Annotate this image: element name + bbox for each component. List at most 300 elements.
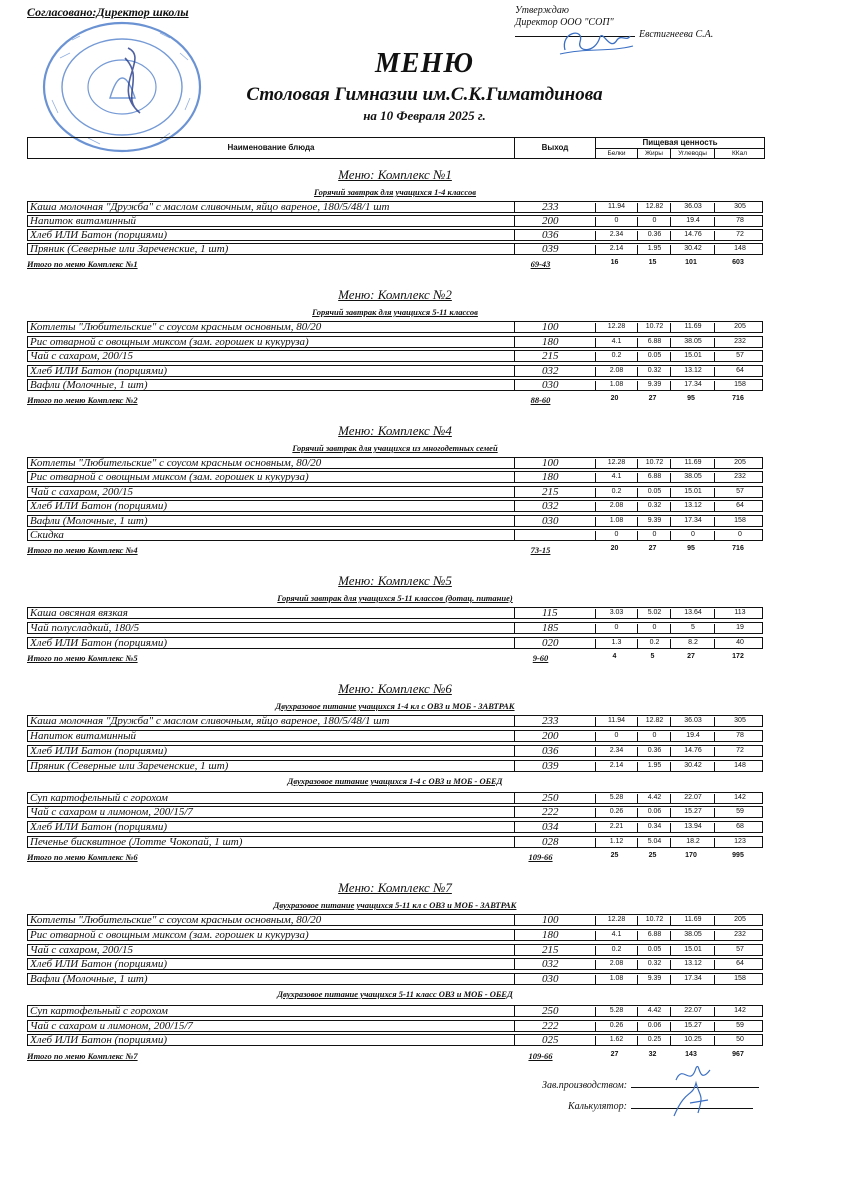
dish-name: Чай с сахаром и лимоном, 200/15/7 <box>30 806 193 818</box>
dish-output: 032 <box>514 365 594 377</box>
table-row <box>27 365 763 377</box>
dish-kcal: 57 <box>714 946 765 956</box>
dish-carbs: 13.12 <box>670 960 715 970</box>
dish-kcal: 57 <box>714 488 765 498</box>
dish-name: Каша молочная "Дружба" с маслом сливочным, яйцо вареное, 180/5/48/1 шт <box>30 715 390 727</box>
section-title: Меню: Комплекс №1 <box>338 167 452 182</box>
dish-proteins: 0.2 <box>595 352 637 362</box>
table-row <box>27 958 763 970</box>
total-proteins: 25 <box>610 852 619 859</box>
dish-name: Чай с сахаром и лимоном, 200/15/7 <box>30 1020 193 1032</box>
dish-name: Хлеб ИЛИ Батон (порциями) <box>30 1034 167 1046</box>
dish-carbs: 13.12 <box>670 502 715 512</box>
dish-carbs: 15.01 <box>670 946 715 956</box>
dish-fats: 9.39 <box>637 517 671 527</box>
table-row <box>27 350 763 362</box>
dish-kcal: 0 <box>714 531 765 541</box>
dish-carbs: 18.2 <box>670 838 715 848</box>
dish-fats: 0.36 <box>637 747 671 757</box>
dish-carbs: 0 <box>670 531 715 541</box>
section-title: Меню: Комплекс №6 <box>338 681 452 696</box>
dish-fats: 0.32 <box>637 367 671 377</box>
approval-line-1: Утверждаю <box>515 5 569 16</box>
total-proteins: 16 <box>610 259 619 266</box>
dish-name: Рис отварной с овощным миксом (зам. горошек и кукуруза) <box>30 336 309 348</box>
total-label: Итого по меню Комплекс №5 <box>27 653 138 663</box>
dish-carbs: 10.25 <box>670 1036 715 1046</box>
dish-fats: 0.05 <box>637 352 671 362</box>
dish-kcal: 59 <box>714 1022 765 1032</box>
dish-output: 025 <box>514 1034 594 1046</box>
table-row <box>27 201 763 213</box>
dish-carbs: 17.34 <box>670 975 715 985</box>
dish-carbs: 13.12 <box>670 367 715 377</box>
dish-kcal: 305 <box>714 203 765 213</box>
total-price: 109-66 <box>528 1051 553 1061</box>
total-fats: 27 <box>648 395 657 402</box>
table-row <box>27 929 763 941</box>
dish-proteins: 12.28 <box>595 916 637 926</box>
dish-proteins: 0 <box>595 624 637 634</box>
dish-proteins: 2.21 <box>595 823 637 833</box>
table-row <box>27 1034 763 1046</box>
dish-proteins: 4.1 <box>595 473 637 483</box>
calculator-line <box>568 1101 753 1112</box>
total-kcal: 995 <box>732 852 744 859</box>
table-row <box>27 944 763 956</box>
table-row <box>27 243 763 255</box>
staff-signatures-icon <box>668 1058 718 1118</box>
dish-proteins: 5.28 <box>595 794 637 804</box>
group-subtitle: Двухразовое питание учащихся 1-4 с ОВЗ и МОБ - ОБЕД <box>287 776 503 786</box>
table-row <box>27 486 763 498</box>
dish-name: Хлеб ИЛИ Батон (порциями) <box>30 821 167 833</box>
dish-proteins: 4.1 <box>595 338 637 348</box>
total-fats: 5 <box>650 653 655 660</box>
group-subtitle: Двухразовое питание учащихся 1-4 кл с ОВЗ и МОБ - ЗАВТРАК <box>275 701 515 711</box>
dish-kcal: 148 <box>714 762 765 772</box>
dish-output: 222 <box>514 1020 594 1032</box>
dish-name: Хлеб ИЛИ Батон (порциями) <box>30 229 167 241</box>
dish-name: Вафли (Молочные, 1 шт) <box>30 515 148 527</box>
table-row <box>27 1020 763 1032</box>
table-row <box>27 515 763 527</box>
dish-kcal: 232 <box>714 473 765 483</box>
dish-kcal: 158 <box>714 517 765 527</box>
dish-name: Напиток витаминный <box>30 215 137 227</box>
section-title: Меню: Комплекс №2 <box>338 287 452 302</box>
page-subtitle: Столовая Гимназии им.С.К.Гиматдинова <box>246 84 603 105</box>
total-label: Итого по меню Комплекс №4 <box>27 545 138 555</box>
group-subtitle: Горячий завтрак для учащихся 1-4 классов <box>313 187 477 197</box>
total-kcal: 967 <box>732 1051 744 1058</box>
dish-name: Вафли (Молочные, 1 шт) <box>30 973 148 985</box>
dish-fats: 0.05 <box>637 946 671 956</box>
dish-proteins: 11.94 <box>595 203 637 213</box>
dish-proteins: 11.94 <box>595 717 637 727</box>
dish-carbs: 13.64 <box>670 609 715 619</box>
table-row <box>27 637 763 649</box>
dish-output: 028 <box>514 836 594 848</box>
total-carbs: 95 <box>687 395 695 402</box>
dish-name: Скидка <box>30 529 64 541</box>
dish-name: Рис отварной с овощным миксом (зам. горошек и кукуруза) <box>30 929 309 941</box>
dish-output: 036 <box>514 229 594 241</box>
dish-output: 250 <box>514 1005 594 1017</box>
production-head-label: Зав.производством: <box>542 1080 628 1091</box>
dish-kcal: 205 <box>714 916 765 926</box>
dish-fats: 12.82 <box>637 203 671 213</box>
dish-output: 030 <box>514 973 594 985</box>
dish-name: Чай с сахаром, 200/15 <box>30 486 133 498</box>
menu-date: на 10 Февраля 2025 г. <box>363 108 486 123</box>
section-total <box>27 545 763 557</box>
dish-carbs: 30.42 <box>670 762 715 772</box>
dish-kcal: 305 <box>714 717 765 727</box>
dish-carbs: 22.07 <box>670 794 715 804</box>
dish-fats: 0 <box>637 732 671 742</box>
total-label: Итого по меню Комплекс №1 <box>27 259 138 269</box>
group-subtitle: Горячий завтрак для учащихся 5-11 классов <box>312 307 478 317</box>
dish-proteins: 12.28 <box>595 459 637 469</box>
dish-output: 200 <box>514 730 594 742</box>
dish-output: 039 <box>514 760 594 772</box>
dish-fats: 0 <box>637 217 671 227</box>
dish-output: 222 <box>514 806 594 818</box>
dish-output: 180 <box>514 929 594 941</box>
dish-name: Котлеты "Любительские" с соусом красным основным, 80/20 <box>30 457 322 469</box>
dish-carbs: 11.69 <box>670 459 715 469</box>
dish-fats: 0.25 <box>637 1036 671 1046</box>
dish-carbs: 15.27 <box>670 1022 715 1032</box>
dish-carbs: 15.01 <box>670 352 715 362</box>
dish-fats: 0.05 <box>637 488 671 498</box>
table-row <box>27 229 763 241</box>
dish-carbs: 11.69 <box>670 323 715 333</box>
total-label: Итого по меню Комплекс №7 <box>27 1051 138 1061</box>
total-kcal: 716 <box>732 545 744 552</box>
production-head-line <box>542 1080 759 1091</box>
dish-proteins: 12.28 <box>595 323 637 333</box>
dish-output: 233 <box>514 715 594 727</box>
dish-output: 034 <box>514 821 594 833</box>
approval-name: Евстигнеева С.А. <box>639 29 714 40</box>
dish-fats: 12.82 <box>637 717 671 727</box>
dish-output: 215 <box>514 944 594 956</box>
dish-carbs: 36.03 <box>670 203 715 213</box>
dish-output: 030 <box>514 379 594 391</box>
dish-name: Пряник (Северные или Зареченские, 1 шт) <box>30 243 229 255</box>
header-nutrition: Пищевая ценность <box>596 138 764 149</box>
table-row <box>27 836 763 848</box>
table-row <box>27 821 763 833</box>
total-fats: 25 <box>648 852 657 859</box>
section-total <box>27 653 763 665</box>
table-row <box>27 806 763 818</box>
dish-fats: 9.39 <box>637 975 671 985</box>
total-proteins: 20 <box>610 395 619 402</box>
dish-fats: 6.88 <box>637 338 671 348</box>
total-price: 9-60 <box>532 653 549 663</box>
dish-output: 030 <box>514 515 594 527</box>
dish-name: Суп картофельный с горохом <box>30 1005 168 1017</box>
dish-fats: 0.2 <box>637 639 671 649</box>
section-total <box>27 259 763 271</box>
dish-fats: 4.42 <box>637 1007 671 1017</box>
dish-kcal: 205 <box>714 323 765 333</box>
table-row <box>27 336 763 348</box>
dish-fats: 0 <box>637 624 671 634</box>
dish-output: 115 <box>514 607 594 619</box>
header-kcal: ККал <box>732 150 747 157</box>
total-price: 109-66 <box>528 852 553 862</box>
header-proteins: Белки <box>596 149 638 158</box>
total-proteins: 20 <box>610 545 619 552</box>
dish-proteins: 1.12 <box>595 838 637 848</box>
dish-carbs: 15.27 <box>670 808 715 818</box>
dish-proteins: 0 <box>595 531 637 541</box>
dish-kcal: 78 <box>714 217 765 227</box>
dish-kcal: 78 <box>714 732 765 742</box>
dish-name: Каша молочная "Дружба" с маслом сливочным, яйцо вареное, 180/5/48/1 шт <box>30 201 390 213</box>
dish-fats: 0.34 <box>637 823 671 833</box>
header-carbs: Углеводы <box>671 149 715 158</box>
section-title: Меню: Комплекс №5 <box>338 573 452 588</box>
dish-name: Вафли (Молочные, 1 шт) <box>30 379 148 391</box>
dish-fats: 0 <box>637 531 671 541</box>
dish-proteins: 4.1 <box>595 931 637 941</box>
dish-proteins: 2.34 <box>595 747 637 757</box>
dish-output: 032 <box>514 958 594 970</box>
approved-by-school-director: Согласовано:Директор школы <box>27 5 189 19</box>
dish-output: 250 <box>514 792 594 804</box>
table-row <box>27 471 763 483</box>
dish-kcal: 113 <box>714 609 765 619</box>
dish-output: 020 <box>514 637 594 649</box>
table-row <box>27 730 763 742</box>
group-subtitle: Горячий завтрак для учащихся 5-11 классов (дотац. питание) <box>277 593 513 603</box>
group-subtitle: Горячий завтрак для учащихся из многодетных семей <box>292 443 498 453</box>
dish-carbs: 19.4 <box>670 732 715 742</box>
dish-output: 032 <box>514 500 594 512</box>
dish-fats: 5.02 <box>637 609 671 619</box>
dish-output: 180 <box>514 336 594 348</box>
dish-kcal: 57 <box>714 352 765 362</box>
dish-fats: 10.72 <box>637 323 671 333</box>
dish-carbs: 36.03 <box>670 717 715 727</box>
dish-proteins: 2.08 <box>595 367 637 377</box>
dish-output: 215 <box>514 486 594 498</box>
dish-name: Рис отварной с овощным миксом (зам. горошек и кукуруза) <box>30 471 309 483</box>
table-row <box>27 760 763 772</box>
dish-proteins: 2.08 <box>595 502 637 512</box>
dish-fats: 0.06 <box>637 1022 671 1032</box>
dish-carbs: 38.05 <box>670 931 715 941</box>
calculator-label: Калькулятор: <box>568 1101 627 1112</box>
dish-fats: 10.72 <box>637 459 671 469</box>
group-subtitle: Двухразовое питание учащихся 5-11 кл с ОВЗ и МОБ - ЗАВТРАК <box>273 900 517 910</box>
dish-kcal: 232 <box>714 338 765 348</box>
total-carbs: 170 <box>685 852 697 859</box>
total-fats: 32 <box>648 1051 657 1058</box>
dish-fats: 0.36 <box>637 231 671 241</box>
table-row <box>27 792 763 804</box>
table-row <box>27 973 763 985</box>
total-price: 69-43 <box>530 259 551 269</box>
dish-proteins: 2.14 <box>595 245 637 255</box>
dish-proteins: 2.08 <box>595 960 637 970</box>
dish-kcal: 142 <box>714 794 765 804</box>
total-fats: 27 <box>648 545 657 552</box>
dish-carbs: 19.4 <box>670 217 715 227</box>
dish-proteins: 0.2 <box>595 946 637 956</box>
table-row <box>27 321 763 333</box>
section-total <box>27 1051 763 1063</box>
table-header <box>27 137 765 159</box>
total-price: 73-15 <box>530 545 551 555</box>
dish-fats: 9.39 <box>637 381 671 391</box>
section-title: Меню: Комплекс №4 <box>338 423 452 438</box>
dish-proteins: 0 <box>595 217 637 227</box>
dish-carbs: 38.05 <box>670 473 715 483</box>
dish-kcal: 205 <box>714 459 765 469</box>
total-price: 88-60 <box>530 395 551 405</box>
dish-kcal: 123 <box>714 838 765 848</box>
table-row <box>27 215 763 227</box>
dish-kcal: 19 <box>714 624 765 634</box>
dish-carbs: 5 <box>670 624 715 634</box>
dish-proteins: 1.3 <box>595 639 637 649</box>
table-row <box>27 914 763 926</box>
dish-proteins: 2.14 <box>595 762 637 772</box>
table-row <box>27 715 763 727</box>
dish-name: Суп картофельный с горохом <box>30 792 168 804</box>
dish-fats: 10.72 <box>637 916 671 926</box>
total-carbs: 143 <box>685 1051 697 1058</box>
dish-name: Хлеб ИЛИ Батон (порциями) <box>30 365 167 377</box>
dish-output: 185 <box>514 622 594 634</box>
table-row <box>27 529 763 541</box>
dish-kcal: 158 <box>714 381 765 391</box>
group-subtitle: Двухразовое питание учащихся 5-11 класс ОВЗ и МОБ - ОБЕД <box>277 989 513 999</box>
total-kcal: 716 <box>732 395 744 402</box>
dish-fats: 1.95 <box>637 245 671 255</box>
dish-proteins: 1.08 <box>595 517 637 527</box>
page-title: МЕНЮ <box>375 48 474 79</box>
dish-output: 200 <box>514 215 594 227</box>
dish-name: Чай с сахаром, 200/15 <box>30 944 133 956</box>
dish-carbs: 22.07 <box>670 1007 715 1017</box>
section-total <box>27 395 763 407</box>
dish-name: Хлеб ИЛИ Батон (порциями) <box>30 500 167 512</box>
table-row <box>27 1005 763 1017</box>
table-row <box>27 379 763 391</box>
dish-carbs: 11.69 <box>670 916 715 926</box>
dish-kcal: 64 <box>714 502 765 512</box>
dish-proteins: 5.28 <box>595 1007 637 1017</box>
header-dish-name: Наименование блюда <box>28 138 515 158</box>
dish-carbs: 15.01 <box>670 488 715 498</box>
dish-carbs: 38.05 <box>670 338 715 348</box>
dish-name: Чай с сахаром, 200/15 <box>30 350 133 362</box>
dish-fats: 6.88 <box>637 473 671 483</box>
section-total <box>27 852 763 864</box>
header-output: Выход <box>515 138 596 158</box>
dish-output <box>514 529 594 541</box>
dish-proteins: 2.34 <box>595 231 637 241</box>
total-carbs: 95 <box>687 545 695 552</box>
table-row <box>27 457 763 469</box>
dish-output: 215 <box>514 350 594 362</box>
dish-proteins: 1.62 <box>595 1036 637 1046</box>
total-fats: 15 <box>648 259 657 266</box>
dish-carbs: 14.76 <box>670 231 715 241</box>
dish-name: Хлеб ИЛИ Батон (порциями) <box>30 637 167 649</box>
dish-output: 100 <box>514 321 594 333</box>
section-title: Меню: Комплекс №7 <box>338 880 452 895</box>
dish-output: 100 <box>514 457 594 469</box>
dish-proteins: 3.03 <box>595 609 637 619</box>
dish-fats: 6.88 <box>637 931 671 941</box>
dish-kcal: 158 <box>714 975 765 985</box>
dish-kcal: 59 <box>714 808 765 818</box>
dish-name: Хлеб ИЛИ Батон (порциями) <box>30 745 167 757</box>
dish-carbs: 8.2 <box>670 639 715 649</box>
dish-kcal: 72 <box>714 231 765 241</box>
table-row <box>27 607 763 619</box>
dish-kcal: 148 <box>714 245 765 255</box>
table-row <box>27 500 763 512</box>
dish-fats: 1.95 <box>637 762 671 772</box>
dish-name: Пряник (Северные или Зареченские, 1 шт) <box>30 760 229 772</box>
dish-name: Чай полусладкий, 180/5 <box>30 622 140 634</box>
dish-output: 180 <box>514 471 594 483</box>
dish-carbs: 30.42 <box>670 245 715 255</box>
dish-carbs: 17.34 <box>670 381 715 391</box>
dish-fats: 5.04 <box>637 838 671 848</box>
total-carbs: 27 <box>687 653 695 660</box>
dish-proteins: 0.26 <box>595 1022 637 1032</box>
dish-proteins: 1.08 <box>595 975 637 985</box>
dish-name: Каша овсяная вязкая <box>30 607 128 619</box>
total-proteins: 27 <box>610 1051 619 1058</box>
dish-output: 233 <box>514 201 594 213</box>
dish-fats: 0.32 <box>637 960 671 970</box>
dish-kcal: 64 <box>714 960 765 970</box>
dish-proteins: 0 <box>595 732 637 742</box>
approval-line-2: Директор ООО "СОП" <box>515 17 614 28</box>
dish-output: 036 <box>514 745 594 757</box>
dish-name: Котлеты "Любительские" с соусом красным основным, 80/20 <box>30 321 322 333</box>
dish-kcal: 50 <box>714 1036 765 1046</box>
dish-name: Котлеты "Любительские" с соусом красным основным, 80/20 <box>30 914 322 926</box>
dish-kcal: 232 <box>714 931 765 941</box>
dish-fats: 4.42 <box>637 794 671 804</box>
dish-output: 100 <box>514 914 594 926</box>
total-kcal: 172 <box>732 653 744 660</box>
total-carbs: 101 <box>685 259 697 266</box>
dish-name: Печенье бисквитное (Лотте Чокопай, 1 шт) <box>30 836 243 848</box>
dish-kcal: 72 <box>714 747 765 757</box>
dish-kcal: 40 <box>714 639 765 649</box>
table-row <box>27 622 763 634</box>
total-proteins: 4 <box>612 653 617 660</box>
dish-kcal: 64 <box>714 367 765 377</box>
table-row <box>27 745 763 757</box>
dish-proteins: 0.2 <box>595 488 637 498</box>
dish-proteins: 0.26 <box>595 808 637 818</box>
dish-name: Хлеб ИЛИ Батон (порциями) <box>30 958 167 970</box>
